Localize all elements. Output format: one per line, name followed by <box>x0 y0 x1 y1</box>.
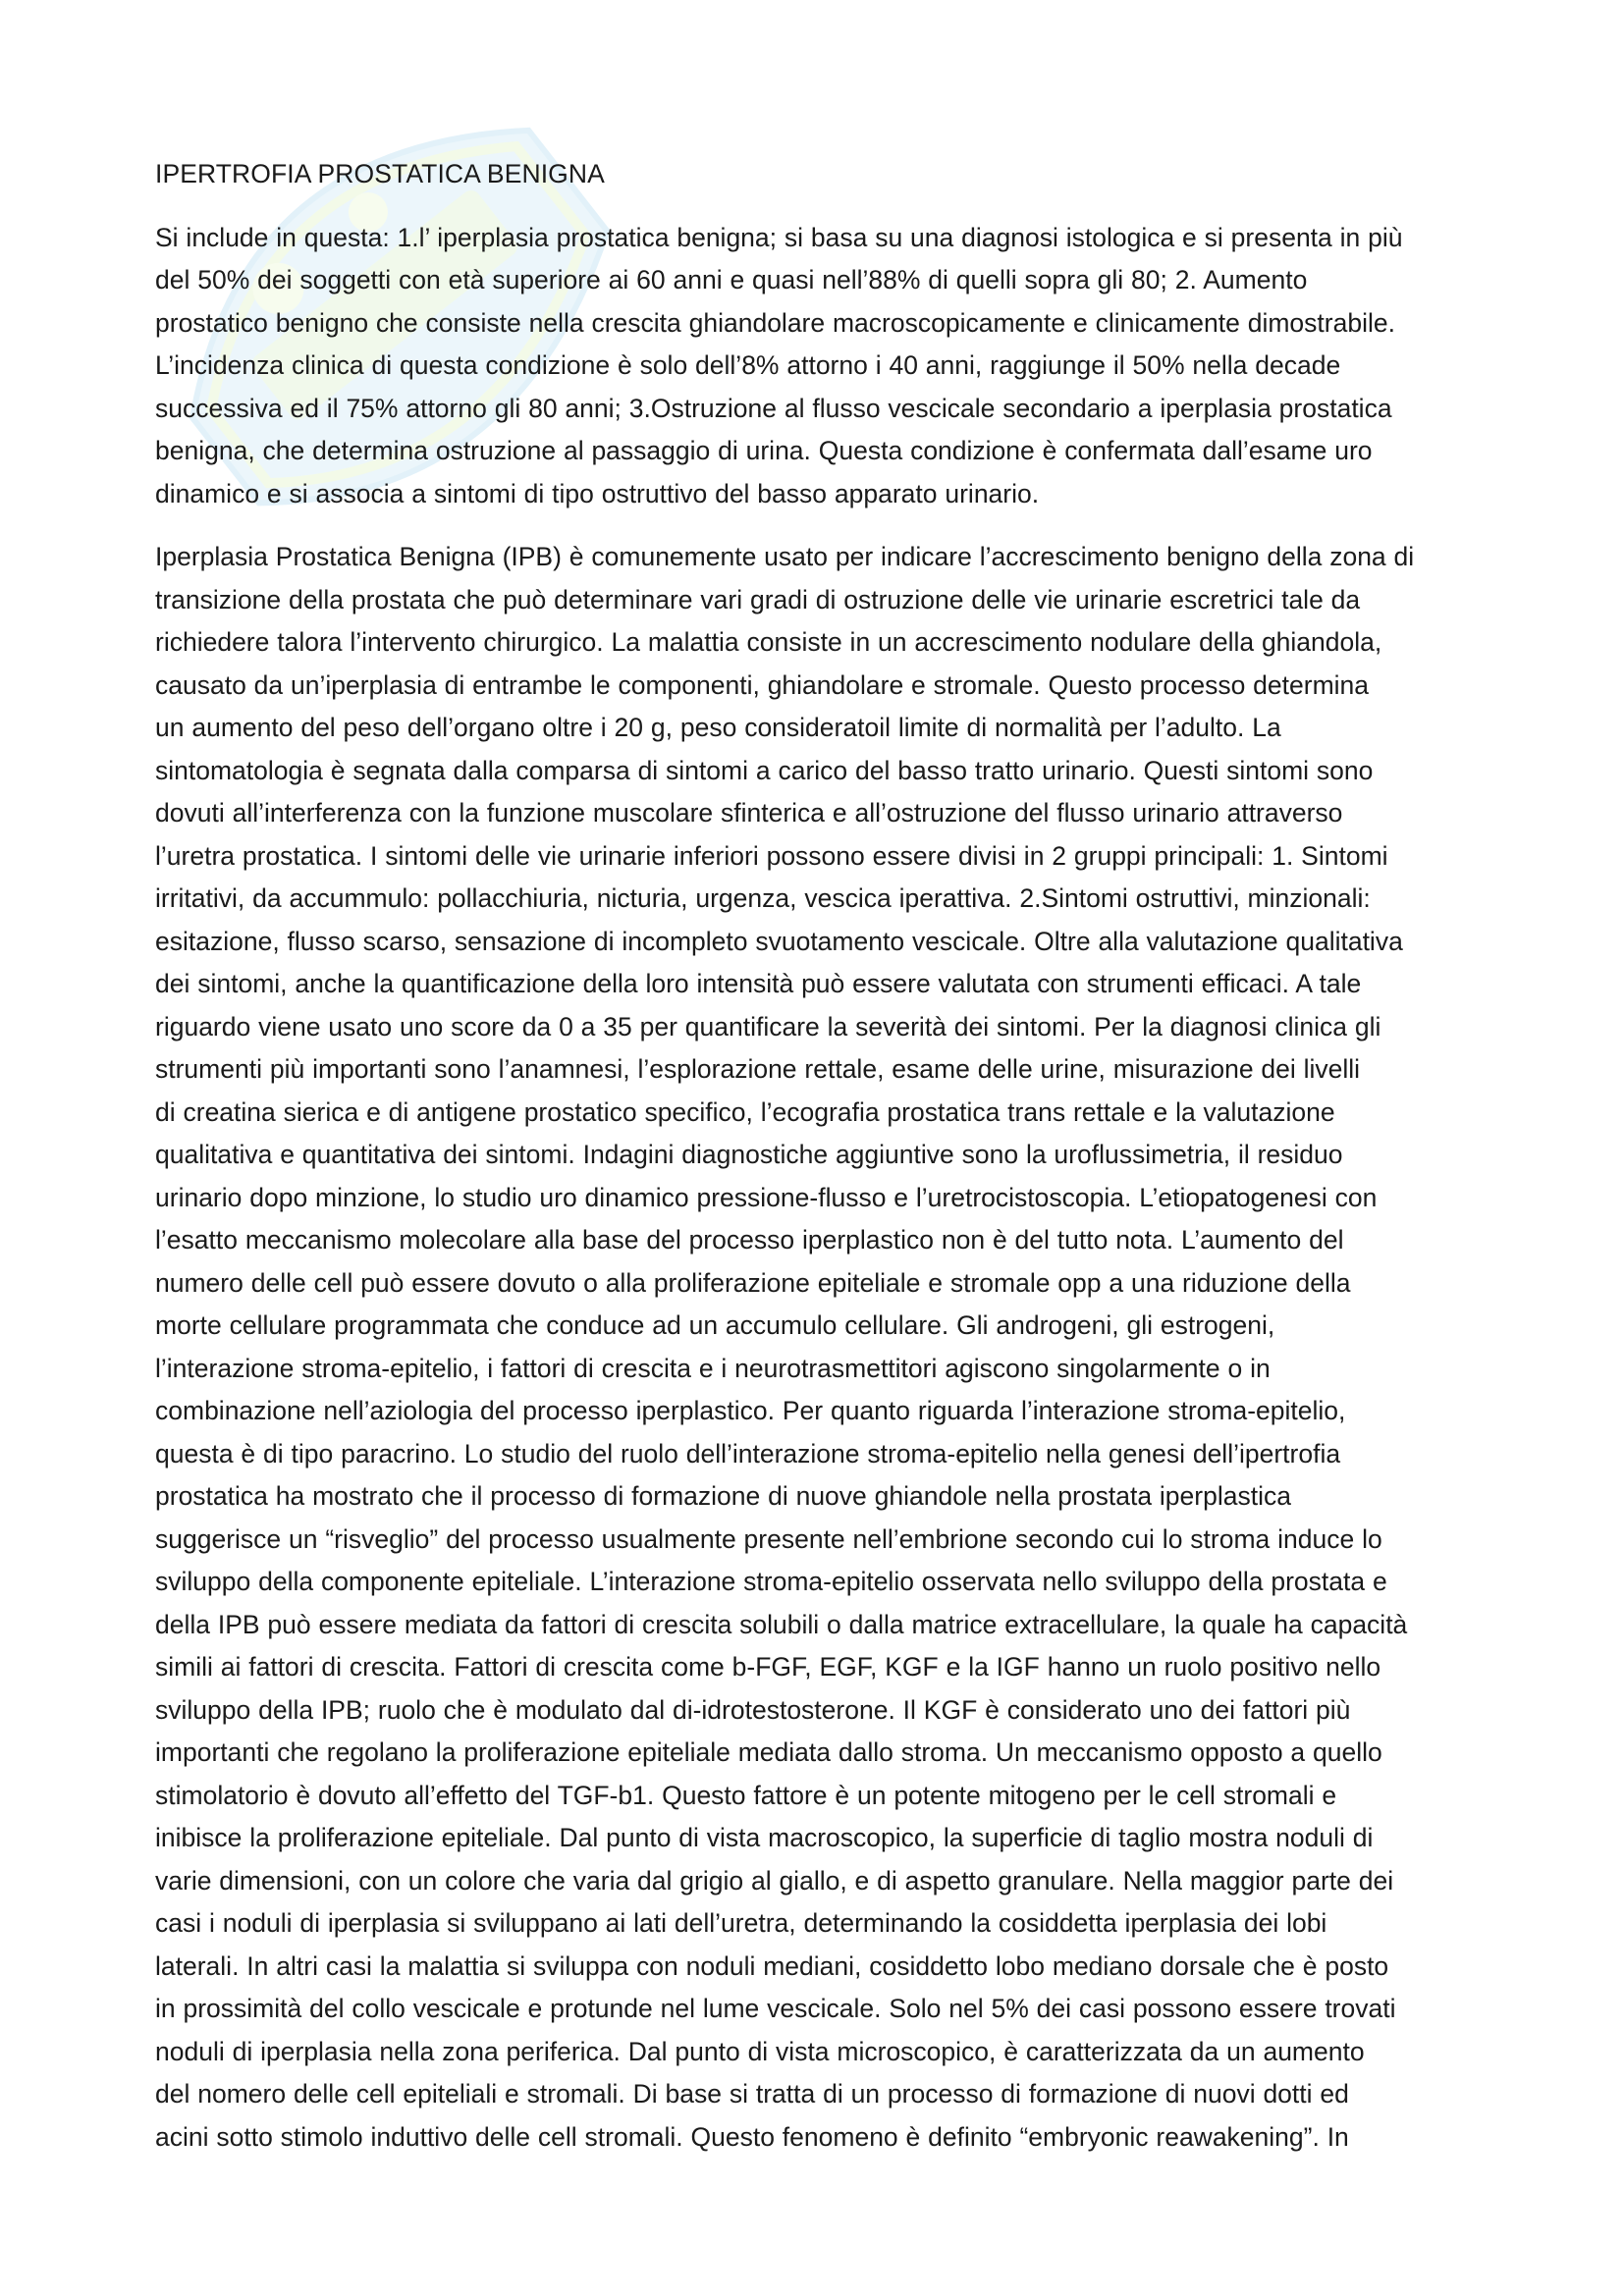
text-line: L’incidenza clinica di questa condizione è solo dell’8% attorno i 40 anni, raggiunge il 50% nella decade <box>155 350 1341 380</box>
text-line: questa è di tipo paracrino. Lo studio del ruolo dell’interazione stroma-epitelio nella genesi dell’ipertrofia <box>155 1438 1341 1468</box>
text-line: l’interazione stroma-epitelio, i fattori di crescita e i neurotrasmettitori agiscono singolarmente o in <box>155 1353 1271 1383</box>
text-line: morte cellulare programmata che conduce ad un accumulo cellulare. Gli androgeni, gli estrogeni, <box>155 1310 1275 1340</box>
text-line: un aumento del peso dell’organo oltre i 20 g, peso consideratoil limite di normalità per l’adulto. La <box>155 713 1281 742</box>
text-line: di creatina sierica e di antigene prostatico specifico, l’ecografia prostatica trans rettale e la valutazione <box>155 1096 1335 1127</box>
text-line: l’uretra prostatica. I sintomi delle vie urinarie inferiori possono essere divisi in 2 gruppi principali: 1. Sintomi <box>155 840 1388 871</box>
text-line: l’esatto meccanismo molecolare alla base del processo iperplastico non è del tutto nota. L’aumento del <box>155 1225 1344 1255</box>
paragraph-main <box>155 536 1490 2159</box>
text-line: sintomatologia è segnata dalla comparsa di sintomi a carico del basso tratto urinario. Questi sintomi sono <box>155 755 1374 785</box>
text-line: del 50% dei soggetti con età superiore ai 60 anni e quasi nell’88% di quelli sopra gli 80; 2. Aumento <box>155 265 1308 294</box>
text-line: Iperplasia Prostatica Benigna (IPB) è comunemente usato per indicare l’accrescimento benigno della zona di <box>155 542 1415 571</box>
text-line: casi i noduli di iperplasia si sviluppano ai lati dell’uretra, determinando la cosiddetta iperplasia dei lobi <box>155 1908 1327 1938</box>
text-line: numero delle cell può essere dovuto o alla proliferazione epiteliale e stromale opp a una riduzione della <box>155 1267 1351 1298</box>
text-line: prostatico benigno che consiste nella crescita ghiandolare macroscopicamente e clinicamente dimostrabile. <box>155 307 1395 338</box>
text-line: irritativi, da accummulo: pollacchiuria, nicturia, urgenza, vescica iperattiva. 2.Sintomi ostruttivi, minzionali: <box>155 883 1371 913</box>
document-body <box>155 153 1490 2179</box>
text-line: Si include in questa: 1.l’ iperplasia prostatica benigna; si basa su una diagnosi istologica e si presenta in più <box>155 222 1403 252</box>
text-line: suggerisce un “risveglio” del processo usualmente presente nell’embrione secondo cui lo stroma induce lo <box>155 1523 1382 1554</box>
text-line: della IPB può essere mediata da fattori di crescita solubili o dalla matrice extracellulare, la quale ha capacità <box>155 1609 1408 1639</box>
text-line: sviluppo della componente epiteliale. L’interazione stroma-epitelio osservata nello sviluppo della prostata e <box>155 1567 1387 1596</box>
text-line: noduli di iperplasia nella zona periferica. Dal punto di vista microscopico, è caratterizzata da un aumento <box>155 2036 1365 2066</box>
text-line: transizione della prostata che può determinare vari gradi di ostruzione delle vie urinarie escretrici tale da <box>155 584 1361 614</box>
text-line: simili ai fattori di crescita. Fattori di crescita come b-FGF, EGF, KGF e la IGF hanno un ruolo positivo nello <box>155 1652 1381 1682</box>
text-line: causato da un’iperplasia di entrambe le componenti, ghiandolare e stromale. Questo processo determina <box>155 669 1370 700</box>
text-line: successiva ed il 75% attorno gli 80 anni; 3.Ostruzione al flusso vescicale secondario a iperplasia prostatica <box>155 393 1392 423</box>
text-line: del nomero delle cell epiteliali e stromali. Di base si tratta di un processo di formazione di nuovi dotti ed <box>155 2079 1349 2109</box>
text-line: importanti che regolano la proliferazione epiteliale mediata dallo stroma. Un meccanismo opposto a quello <box>155 1737 1382 1767</box>
text-line: combinazione nell’aziologia del processo iperplastico. Per quanto riguarda l’interazione stroma-epitelio, <box>155 1396 1346 1425</box>
text-line: prostatica ha mostrato che il processo di formazione di nuove ghiandole nella prostata iperplastica <box>155 1481 1291 1511</box>
text-line: benigna, che determina ostruzione al passaggio di urina. Questa condizione è confermata dall’esame uro <box>155 436 1373 465</box>
text-line: qualitativa e quantitativa dei sintomi. Indagini diagnostiche aggiuntive sono la uroflussimetria, il residuo <box>155 1140 1343 1169</box>
text-line: dei sintomi, anche la quantificazione della loro intensità può essere valutata con strumenti efficaci. A tale <box>155 969 1362 998</box>
text-line: sviluppo della IPB; ruolo che è modulato dal di-idrotestosterone. Il KGF è considerato uno dei fattori più <box>155 1694 1351 1725</box>
text-line: acini sotto stimolo induttivo delle cell stromali. Questo fenomeno è definito “embryonic reawakening”. In <box>155 2121 1349 2152</box>
text-line: esitazione, flusso scarso, sensazione di incompleto svuotamento vescicale. Oltre alla valutazione qualitativa <box>155 926 1403 956</box>
text-line: dinamico e si associa a sintomi di tipo ostruttivo del basso apparato urinario. <box>155 478 1040 508</box>
paragraph-intro <box>155 217 1490 516</box>
text-line: laterali. In altri casi la malattia si sviluppa con noduli mediani, cosiddetto lobo mediano dorsale che è posto <box>155 1950 1389 1981</box>
document-title: IPERTROFIA PROSTATICA BENIGNA <box>155 159 605 188</box>
text-line: in prossimità del collo vescicale e protunde nel lume vescicale. Solo nel 5% dei casi possono essere trovati <box>155 1994 1396 2023</box>
text-line: riguardo viene usato uno score da 0 a 35 per quantificare la severità dei sintomi. Per la diagnosi clinica gli <box>155 1011 1381 1041</box>
text-line: urinario dopo minzione, lo studio uro dinamico pressione-flusso e l’uretrocistoscopia. L’etiopatogenesi con <box>155 1182 1378 1212</box>
text-line: strumenti più importanti sono l’anamnesi, l’esplorazione rettale, esame delle urine, misurazione dei livelli <box>155 1054 1361 1084</box>
text-line: varie dimensioni, con un colore che varia dal grigio al giallo, e di aspetto granulare. Nella maggior parte dei <box>155 1865 1394 1896</box>
text-line: stimolatorio è dovuto all’effetto del TGF-b1. Questo fattore è un potente mitogeno per le cell stromali e <box>155 1780 1337 1810</box>
text-line: dovuti all’interferenza con la funzione muscolare sfinterica e all’ostruzione del flusso urinario attraverso <box>155 798 1343 828</box>
text-line: inibisce la proliferazione epiteliale. Dal punto di vista macroscopico, la superficie di taglio mostra noduli di <box>155 1823 1374 1852</box>
text-line: richiedere talora l’intervento chirurgico. La malattia consiste in un accrescimento nodulare della ghiandola, <box>155 627 1382 657</box>
